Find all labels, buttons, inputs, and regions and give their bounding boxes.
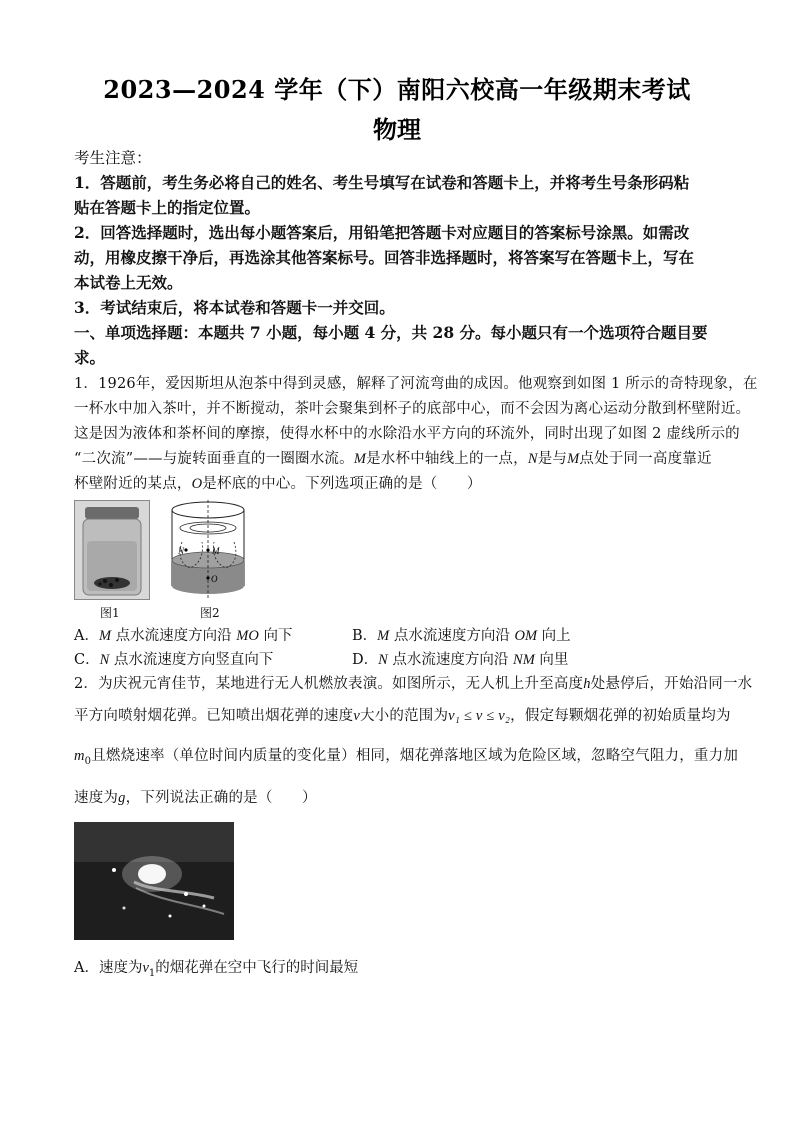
q1-option-b[interactable] [352,624,571,645]
q2-symbol-m0: m [74,748,85,764]
q2-symbol-h: h [583,676,591,692]
q1-line: 这是因为液体和茶杯间的摩擦，使得水杯中的水除沿水平方向的环流外，同时出现了如图 2 虚线所示的 [74,426,740,442]
notice-line: 动，用橡皮擦干净后，再选涂其他答案标号。回答非选择题时，将答案写在答题卡上，写在 [74,248,695,267]
q1-option-d[interactable] [352,648,568,669]
q1-text: 点处于同一高度靠近 [579,451,712,467]
option-symbol: OM [514,628,538,644]
q1-text: 是水杯中轴线上的一点， [366,451,528,467]
notice-line: 2．回答选择题时，选出每小题答案后，用铅笔把答题卡对应题目的答案标号涂黑。如需改 [74,223,690,242]
notice-line: 1．答题前，考生务必将自己的姓名、考生号填写在试卷和答题卡上，并将考生号条形码粘 [74,173,690,192]
option-symbol: N [378,652,388,668]
q2-text: 2．为庆祝元宵佳节，某地进行无人机燃放表演。如图所示，无人机上升至高度 [74,676,584,692]
q1-text: 是杯底的中心。下列选项正确的是（ ） [202,476,482,492]
q1-symbol-m: M [567,451,580,467]
q1-option-a[interactable] [74,624,292,645]
option-symbol: v [142,960,149,976]
notice-line: 本试卷上无效。 [74,273,183,292]
q1-line: 1．1926年，爱因斯坦从泡茶中得到灵感，解释了河流弯曲的成因。他观察到如图 1 所示的奇特现象，在 [74,376,758,392]
q2-velocity-range: v₁ ≤ v ≤ v₂ [448,708,511,724]
drone-fireworks-photo [74,822,234,940]
option-letter: C． [74,652,100,668]
option-letter: D． [352,652,379,668]
exam-title: 2023—2024 学年（下）南阳六校高一年级期末考试 [103,75,691,104]
option-symbol-subscript: 1 [148,967,156,979]
q1-text: 是与 [537,451,568,467]
option-text: 向上 [537,628,571,644]
option-text: 向里 [534,652,569,668]
option-text: 点水流速度方向竖直向下 [109,652,274,668]
q2-text: 平方向喷射烟花弹。已知喷出烟花弹的速度 [74,708,354,724]
q2-text: ，下列说法正确的是（ ） [125,790,317,806]
q2-option-a[interactable] [74,956,358,979]
q2-line [74,744,739,774]
option-letter: B． [352,628,378,644]
q1-option-c[interactable] [74,648,273,669]
option-letter: A． [74,628,99,644]
q2-line [74,786,724,810]
q1-symbol-n: N [527,451,538,467]
q2-text: ，假定每颗烟花弹的初始质量均为 [510,708,731,724]
q2-text: 处悬停后，开始沿同一水 [590,676,753,692]
q2-line [74,672,753,696]
option-text: 点水流速度方向沿 [387,652,514,668]
point-o-label: O [211,574,218,584]
q2-symbol-v: v [353,708,360,724]
figure-2-label: 图2 [200,606,220,620]
option-text: 点水流速度方向沿 [111,628,237,644]
q2-text: 且燃烧速率（单位时间内质量的变化量）相同，烟花弹落地区域为危险区域，忽略空气阻力，重力加 [91,748,739,764]
subject-title: 物理 [373,115,421,144]
option-symbol: M [98,628,112,644]
q1-line [74,472,724,496]
option-symbol: M [377,628,390,644]
q1-line: 一杯水中加入茶叶，并不断搅动，茶叶会聚集到杯子的底部中心，而不会因为离心运动分散到杯壁附近。 [74,401,751,417]
notice-line: 3．考试结束后，将本试卷和答题卡一并交回。 [74,298,395,317]
option-symbol: N [99,652,110,668]
q1-line [74,447,724,471]
q1-symbol-m: M [353,451,367,467]
notice-line: 贴在答题卡上的指定位置。 [74,198,261,217]
q2-symbol-g: g [118,790,126,806]
cup-diagram [162,498,254,602]
section-heading: 一、单项选择题：本题共 7 小题，每小题 4 分，共 28 分。每小题只有一个选项符合题目要 [74,323,708,342]
option-text: 点水流速度方向沿 [389,628,515,644]
option-text: A．速度为 [74,960,143,976]
q1-text: 杯壁附近的某点， [74,476,192,492]
tea-jar-photo [74,500,150,600]
option-symbol: MO [236,628,259,644]
figure-1-label: 图1 [100,606,120,620]
option-text: 的烟花弹在空中飞行的时间最短 [155,960,359,976]
section-heading: 求。 [74,348,106,367]
option-text: 向下 [258,628,293,644]
q2-text: 大小的范围为 [359,708,449,724]
notice-heading: 考生注意： [74,149,152,167]
point-m-label: M [212,546,220,556]
q2-text: 速度为 [74,790,119,806]
point-n-label: N [178,546,185,556]
q1-symbol-o: O [191,476,203,492]
option-symbol: NM [513,652,535,668]
q1-text: “二次流”——与旋转面垂直的一圈圈水流。 [74,451,354,467]
q2-symbol-m0-subscript: 0 [84,755,92,767]
q2-line [74,704,731,728]
